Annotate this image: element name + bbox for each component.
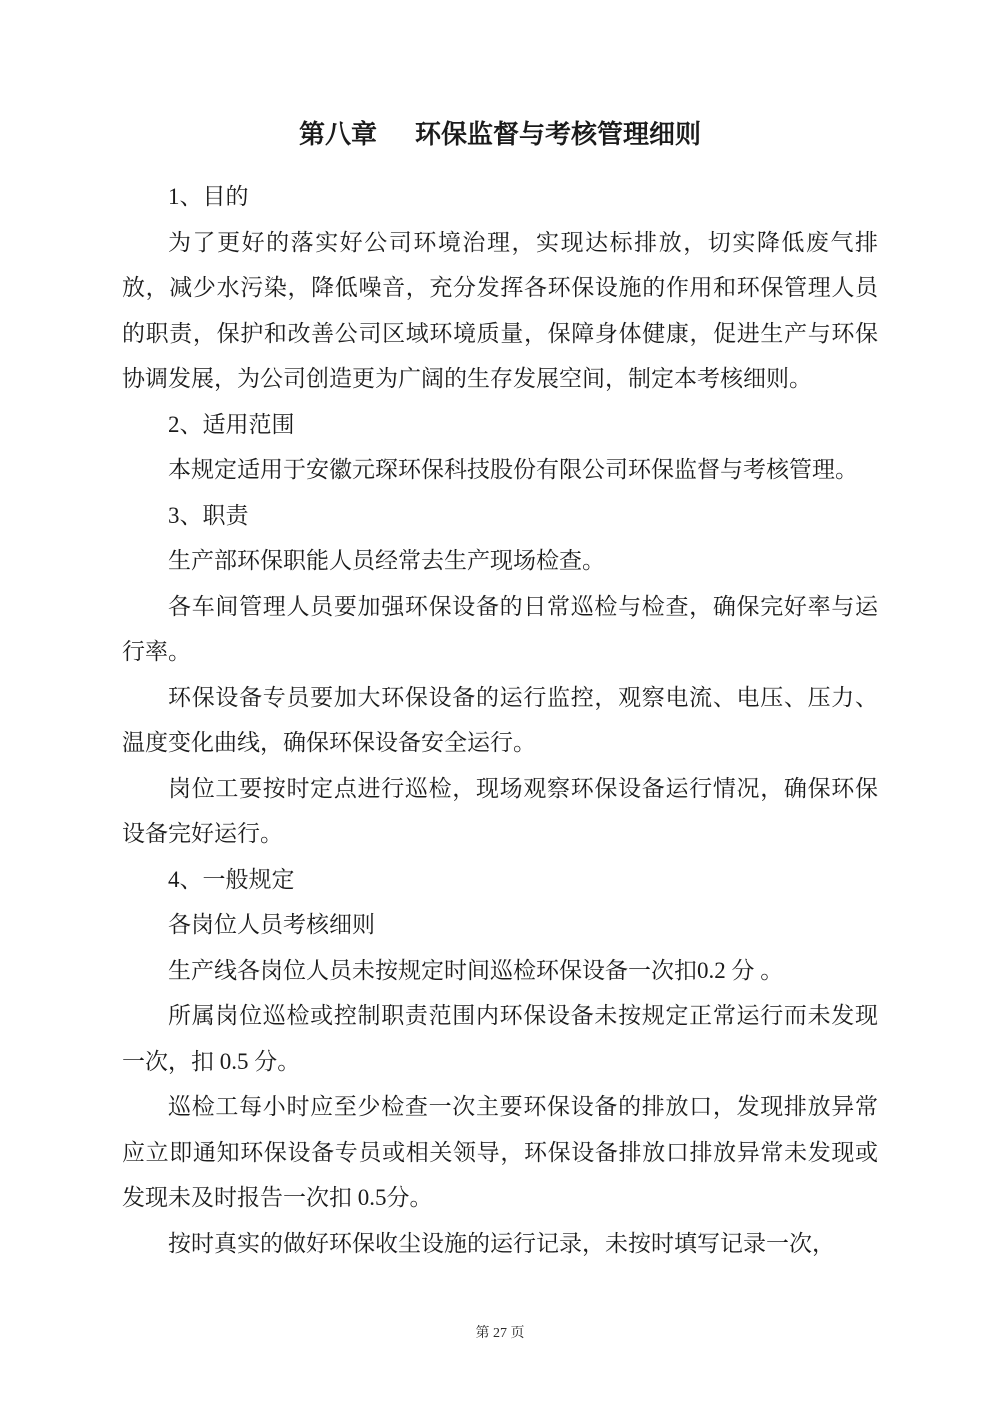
section-heading-purpose: 1、目的 bbox=[168, 184, 249, 209]
body-paragraph: 为了更好的落实好公司环境治理，实现达标排放，切实降低废气排放，减少水污染，降低噪音，充分发挥各环保设施的作用和环保管理人员的职责，保护和改善公司区域环境质量，保障身体健康，促进生产与环保协调发展，为公司创造更为广阔的生存发展空间，制定本考核细则。 bbox=[122, 229, 878, 391]
body-paragraph: 生产线各岗位人员未按规定时间巡检环保设备一次扣0.2 分 。 bbox=[168, 957, 784, 983]
page-footer bbox=[0, 1324, 1000, 1344]
body-paragraph: 巡检工每小时应至少检查一次主要环保设备的排放口，发现排放异常应立即通知环保设备专员或相关领导，环保设备排放口排放异常未发现或发现未及时报告一次扣 0.5分。 bbox=[122, 1094, 878, 1210]
body-paragraph: 环保设备专员要加大环保设备的运行监控，观察电流、电压、压力、温度变化曲线，确保环保设备安全运行。 bbox=[122, 684, 878, 755]
body-paragraph: 岗位工要按时定点进行巡检，现场观察环保设备运行情况，确保环保设备完好运行。 bbox=[122, 775, 878, 846]
body-paragraph: 各岗位人员考核细则 bbox=[168, 912, 375, 937]
section-scope bbox=[122, 402, 878, 493]
chapter-title bbox=[122, 112, 878, 158]
body-paragraph: 本规定适用于安徽元琛环保科技股份有限公司环保监督与考核管理。 bbox=[168, 457, 858, 482]
chapter-subject: 环保监督与考核管理细则 bbox=[415, 120, 702, 149]
section-heading-responsibilities: 3、职责 bbox=[168, 502, 249, 528]
section-purpose bbox=[122, 174, 878, 402]
document-page bbox=[122, 0, 878, 1266]
body-paragraph: 生产部环保职能人员经常去生产现场检查。 bbox=[168, 548, 605, 573]
body-paragraph: 所属岗位巡检或控制职责范围内环保设备未按规定正常运行而未发现一次，扣 0.5 分。 bbox=[122, 1003, 878, 1074]
body-paragraph: 按时真实的做好环保收尘设施的运行记录，未按时填写记录一次， bbox=[168, 1230, 835, 1256]
page-number: 第 27 页 bbox=[475, 1326, 525, 1341]
chapter-number: 第八章 bbox=[298, 120, 377, 149]
section-heading-scope: 2、适用范围 bbox=[168, 411, 295, 437]
body-paragraph: 各车间管理人员要加强环保设备的日常巡检与检查，确保完好率与运行率。 bbox=[122, 593, 878, 664]
section-heading-general-rules: 4、一般规定 bbox=[168, 866, 295, 892]
section-responsibilities bbox=[122, 493, 878, 857]
section-general-rules bbox=[122, 857, 878, 1267]
